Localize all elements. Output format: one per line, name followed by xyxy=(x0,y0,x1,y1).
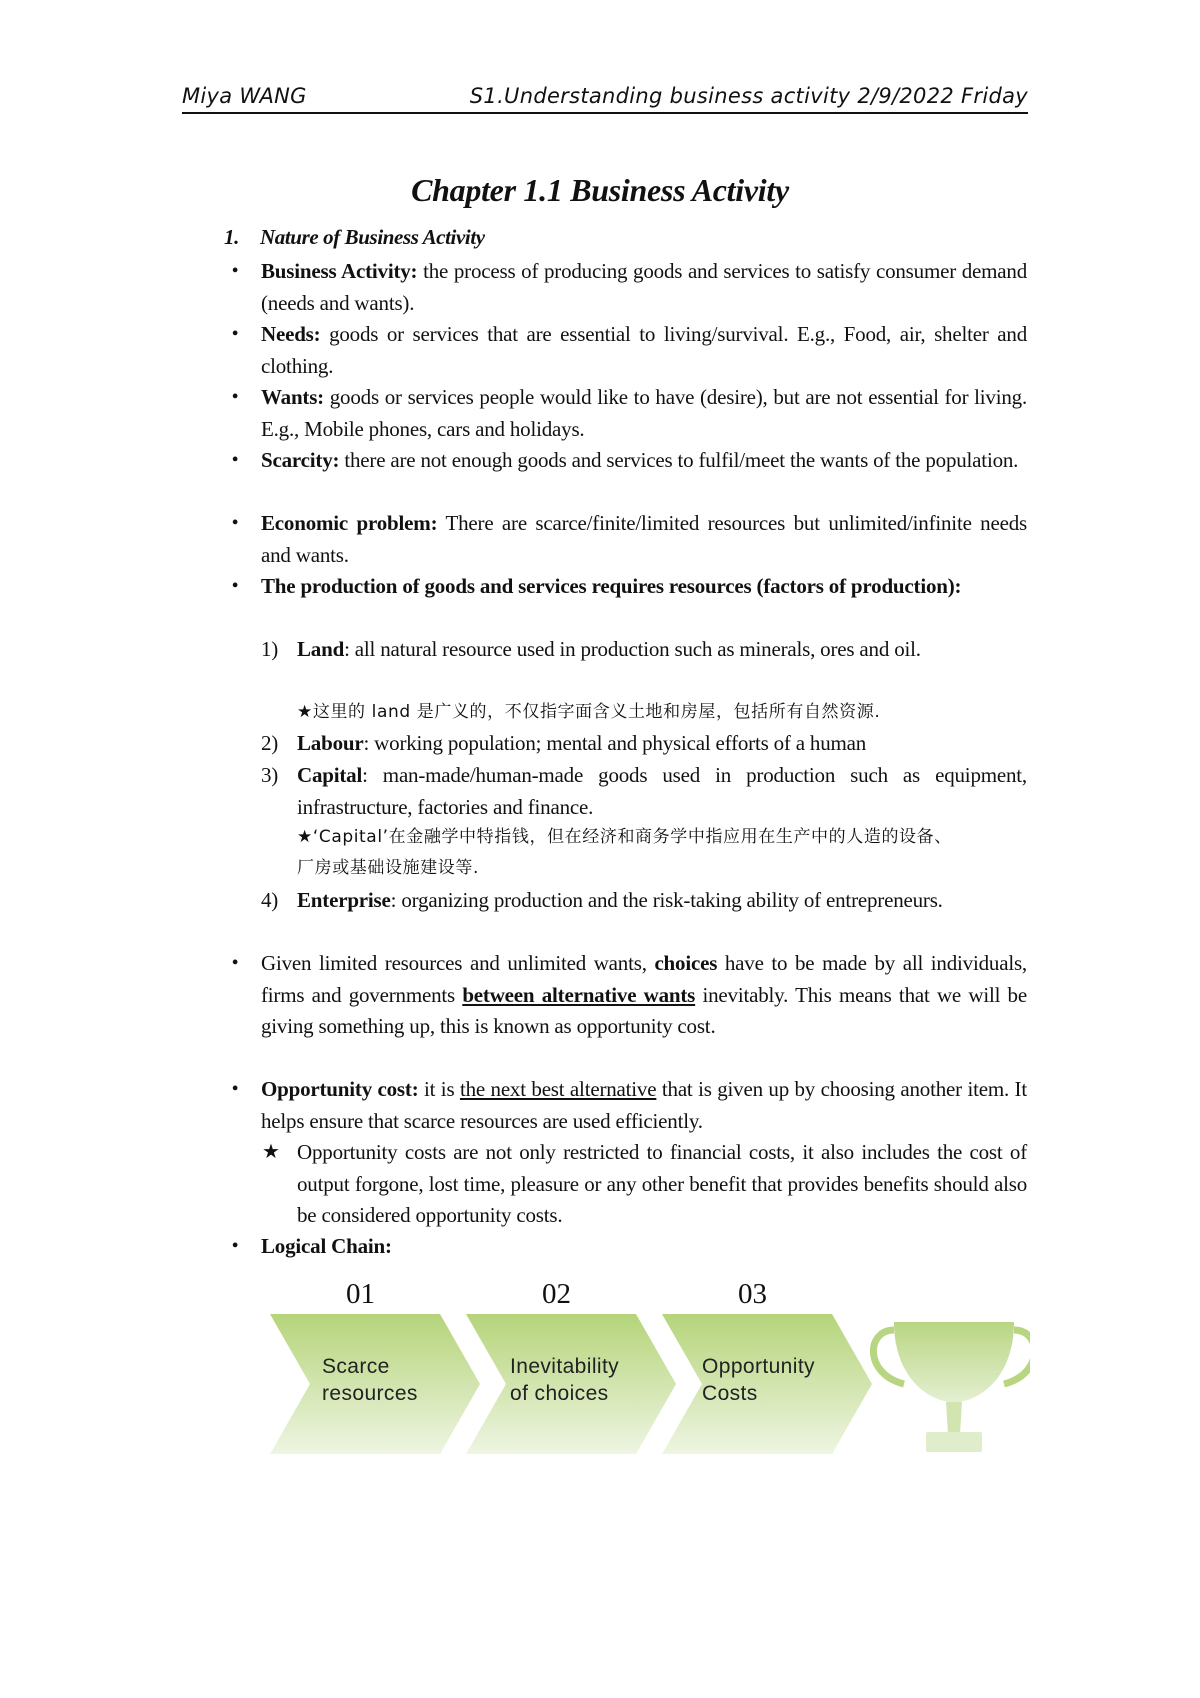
bullet-choices xyxy=(261,948,1027,1043)
chain-step-label xyxy=(702,1353,815,1407)
factor-labour xyxy=(297,728,1027,760)
chain-label-line: Inevitability xyxy=(510,1355,620,1378)
factor-capital xyxy=(297,760,1027,823)
bullet-economic-problem xyxy=(261,508,1027,571)
bullet-text: goods or services that are essential to living/survival. E.g., Food, air, shelter and clothing. xyxy=(261,322,1027,378)
star-icon: ★ xyxy=(262,1141,280,1163)
bullet-icon: • xyxy=(231,512,239,534)
factor-number: 1) xyxy=(261,637,279,661)
bullet-text: There are scarce/finite/limited resources but unlimited/infinite needs and wants. xyxy=(261,511,1027,567)
bullet-icon: • xyxy=(231,575,239,597)
section-heading xyxy=(224,225,485,250)
note-capital-cn-line1: ★‘Capital’在金融学中特指钱，但在经济和商务学中指应用在生产中的人造的设备、 xyxy=(297,827,952,847)
chain-label-line: resources xyxy=(322,1382,418,1405)
opportunity-note: Opportunity costs are not only restricted to financial costs, it also includes the cost of output forgone, lost time, pleasure or any other benefit that provides benefits should also be considered opportunity costs. xyxy=(297,1140,1027,1227)
note-land-cn: ★这里的 land 是广义的，不仅指字面含义土地和房屋，包括所有自然资源. xyxy=(297,702,881,722)
bullet-wants xyxy=(261,382,1027,445)
choices-text-2: have to be made by all individuals, firms and governments xyxy=(261,951,1027,1007)
opportunity-text-2: that is given up by choosing another item. It helps ensure that scarce resources are used efficiently. xyxy=(261,1077,1027,1133)
factor-term: Land xyxy=(297,637,345,661)
factor-text: : organizing production and the risk-taking ability of entrepreneurs. xyxy=(390,888,943,912)
choices-text-1: Given limited resources and unlimited wants, xyxy=(261,951,655,975)
bullet-icon: • xyxy=(231,1078,239,1100)
chain-label-line: Costs xyxy=(702,1382,758,1405)
bullet-icon: • xyxy=(231,952,239,974)
bullet-icon: • xyxy=(231,323,239,345)
factor-term: Enterprise xyxy=(297,888,391,912)
chain-step-number: 03 xyxy=(738,1278,767,1310)
factor-number: 2) xyxy=(261,731,279,755)
bullet-icon: • xyxy=(231,449,239,471)
factor-text: : man-made/human-made goods used in production such as equipment, infrastructure, factories and finance. xyxy=(297,763,1027,819)
choices-bold: choices xyxy=(654,951,718,975)
header-topic: S1.Understanding business activity 2/9/2022 Friday xyxy=(469,84,1028,108)
bullet-text: the process of producing goods and services to satisfy consumer demand (needs and wants). xyxy=(261,259,1027,315)
bullet-icon: • xyxy=(231,260,239,282)
chapter-title: Chapter 1.1 Business Activity xyxy=(411,172,789,208)
chain-label-line: Scarce xyxy=(322,1355,390,1378)
trophy-icon xyxy=(873,1322,1030,1452)
author-name: Miya WANG xyxy=(182,84,307,108)
bullet-logical-chain xyxy=(261,1231,1027,1263)
bullet-term: The production of goods and services requires resources (factors of production): xyxy=(261,574,962,598)
bullet-text: goods or services people would like to have (desire), but are not essential for living. E.g., Mobile phones, cars and holidays. xyxy=(261,385,1027,441)
chain-step-number: 01 xyxy=(346,1278,375,1310)
bullet-term: Needs: xyxy=(261,322,321,346)
bullet-icon: • xyxy=(231,386,239,408)
bullet-term: Scarcity: xyxy=(261,448,340,472)
choices-text-3: inevitably. This means that we will be giving something up, this is known as opportunity cost. xyxy=(261,982,1027,1038)
bullet-scarcity xyxy=(261,445,1027,477)
factor-term: Capital xyxy=(297,763,363,787)
chain-step-label xyxy=(322,1353,418,1407)
note-capital-cn-line2: 厂房或基础设施建设等. xyxy=(297,858,480,878)
logical-chain-label: Logical Chain: xyxy=(261,1234,392,1258)
bullet-needs xyxy=(261,319,1027,382)
chain-label-line: of choices xyxy=(510,1382,609,1405)
chain-step-label xyxy=(510,1353,619,1407)
bullet-icon: • xyxy=(231,1235,239,1257)
chain-label-line: Opportunity xyxy=(702,1355,815,1378)
chain-step-number: 02 xyxy=(542,1278,571,1310)
bullet-term: Business Activity: xyxy=(261,259,418,283)
bullet-business-activity xyxy=(261,256,1027,319)
bullet-term: Wants: xyxy=(261,385,324,409)
factor-text: : working population; mental and physical efforts of a human xyxy=(363,731,867,755)
factor-term: Labour xyxy=(297,731,364,755)
bullet-opportunity-cost xyxy=(261,1074,1027,1137)
page-header xyxy=(182,82,1028,114)
factor-number: 3) xyxy=(261,763,279,787)
factor-text: : all natural resource used in production such as minerals, ores and oil. xyxy=(344,637,921,661)
factor-enterprise xyxy=(297,885,1027,917)
bullet-term: Economic problem: xyxy=(261,511,438,535)
opportunity-underline: the next best alternative xyxy=(459,1077,657,1101)
opportunity-text-1: it is xyxy=(418,1077,460,1101)
bullet-factors-of-production xyxy=(261,571,1027,603)
bullet-text: there are not enough goods and services to fulfil/meet the wants of the population. xyxy=(339,448,1019,472)
factor-number: 4) xyxy=(261,888,279,912)
bullet-term: Opportunity cost: xyxy=(261,1077,419,1101)
section-number: 1. xyxy=(224,225,239,249)
choices-underline: between alternative wants xyxy=(462,982,696,1007)
section-label: Nature of Business Activity xyxy=(260,225,485,249)
factor-land xyxy=(297,634,1027,666)
